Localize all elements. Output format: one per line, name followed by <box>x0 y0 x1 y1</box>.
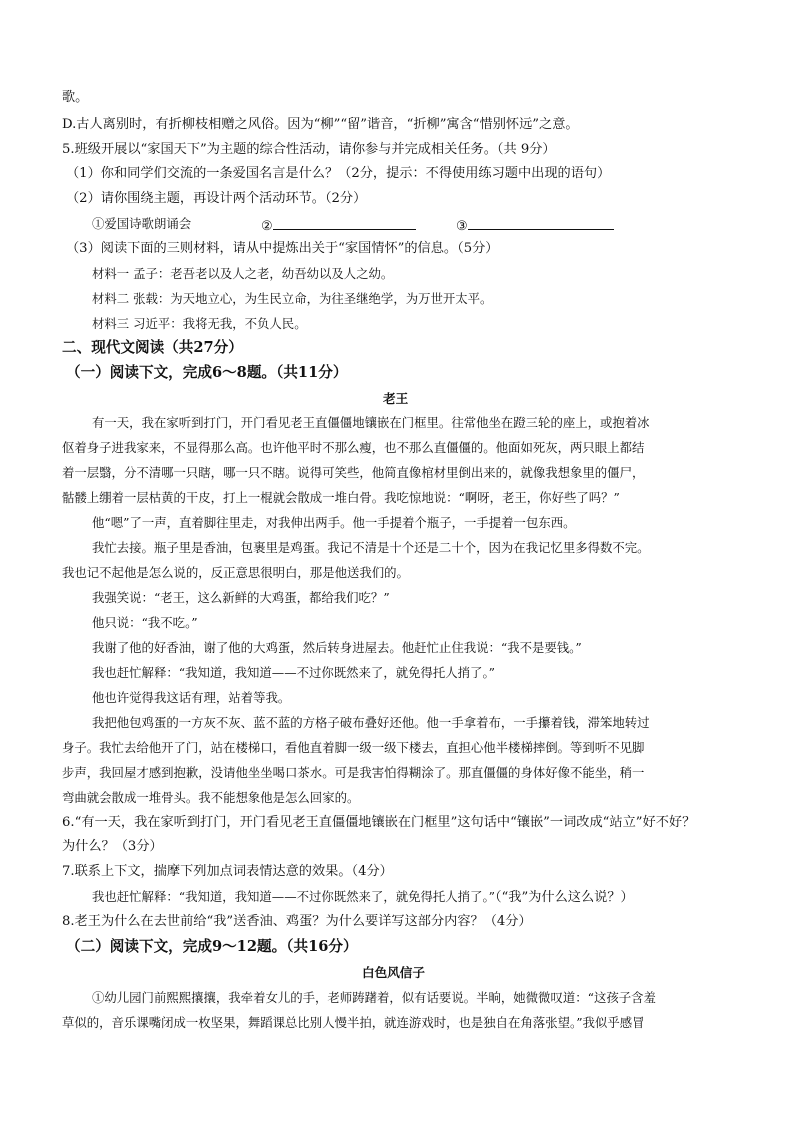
answer-blank[interactable] <box>273 215 416 230</box>
question-6-cont: 为什么？（3分） <box>62 839 163 854</box>
paragraph-line: 他只说：“我不吃。” <box>92 615 198 630</box>
paragraph-line: 他也许觉得我这话有理，站着等我。 <box>92 690 291 705</box>
question-7-quote <box>92 888 634 907</box>
section-heading: 二、现代文阅读（共27分） <box>62 339 243 356</box>
question-5: 5.班级开展以“家国天下”为主题的综合性活动，请你参与并完成相关任务。（共 9分） <box>62 142 556 157</box>
question-7-prompt: （“我”为什么这么说？） <box>494 890 634 905</box>
question-5-3: （3）阅读下面的三则材料，请从中提炼出关于“家国情怀”的信息。（5分） <box>66 241 499 256</box>
paragraph-line: 有一天，我在家听到打门，开门看见老王直僵僵地镶嵌在门框里。往常他坐在蹬三轮的座上，或抱着冰 <box>92 415 650 430</box>
paragraph-line: 我忙去接。瓶子里是香油，包裹里是鸡蛋。我记不清是十个还是二十个，因为在我记忆里多得数不完。 <box>92 540 650 555</box>
paragraph-line: 我谢了他的好香油，谢了他的大鸡蛋，然后转身进屋去。他赶忙止住我说：“我不是要钱。” <box>92 640 582 655</box>
paragraph-line: 我也记不起他是怎么说的，反正意思很明白，那是他送我们的。 <box>62 565 409 580</box>
question-8: 8.老王为什么在去世前给“我”送香油、鸡蛋？为什么要详写这部分内容？（4分） <box>62 914 532 929</box>
paragraph-line: 步声，我回屋才感到抱歉，没请他坐坐喝口茶水。可是我害怕得糊涂了。那直僵僵的身体好像不能坐，稍一 <box>62 765 645 780</box>
activity-item-2-marker: ② <box>261 219 273 234</box>
paragraph-line: 骷髅上绷着一层枯黄的干皮，打上一棍就会散成一堆白骨。我吃惊地说：“啊呀，老王，你好些了吗？” <box>62 490 620 505</box>
material-3: 材料三 习近平：我将无我，不负人民。 <box>92 316 307 331</box>
activity-item-3[interactable] <box>456 215 614 236</box>
subsection-heading: （一）阅读下文，完成6～8题。（共11分） <box>66 364 348 381</box>
paragraph-line: 伛着身子进我家来，不显得那么高。也许他平时不那么瘦，也不那么直僵僵的。他面如死灰，两只眼上都结 <box>62 440 645 455</box>
article-title: 老王 <box>383 391 409 406</box>
question-5-1: （1）你和同学们交流的一条爱国名言是什么？（2分，提示：不得使用练习题中出现的语句） <box>66 166 611 181</box>
question-6: 6.“有一天，我在家听到打门，开门看见老王直僵僵地镶嵌在门框里”这句话中“镶嵌”一词改成“站立”好不好？ <box>62 815 696 830</box>
paragraph-line: 他“嗯”了一声，直着脚往里走，对我伸出两手。他一手提着个瓶子，一手提着一包东西。 <box>92 515 576 530</box>
paragraph-line: 着一层翳，分不清哪一只瞎，哪一只不瞎。说得可笑些，他简直像棺材里倒出来的，就像我想象里的僵尸， <box>62 465 645 480</box>
paragraph-line: ①幼儿园门前熙熙攘攘，我牵着女儿的手，老师踌躇着，似有话要说。半晌，她微微叹道：“这孩子含羞 <box>92 990 656 1005</box>
question-7: 7.联系上下文，揣摩下列加点词表情达意的效果。（4分） <box>62 864 393 879</box>
material-2: 材料二 张载：为天地立心，为生民立命，为往圣继绝学，为万世开太平。 <box>92 291 493 306</box>
text-line: 歌。 <box>62 90 89 105</box>
material-1: 材料一 孟子：老吾老以及人之老，幼吾幼以及人之幼。 <box>92 266 394 281</box>
activity-item-2[interactable] <box>261 215 416 236</box>
option-d: D.古人离别时，有折柳枝相赠之风俗。因为“柳”“留”谐音，“折柳”寓含“惜别怀远”之意。 <box>62 117 579 132</box>
paragraph-line: 草似的，音乐课嘴闭成一枚坚果，舞蹈课总比别人慢半拍，就连游戏时，也是独自在角落张望。”我似乎感冒 <box>62 1015 645 1030</box>
paragraph-line: 身子。我忙去给他开了门，站在楼梯口，看他直着脚一级一级下楼去，直担心他半楼梯摔倒。等到听不见脚 <box>62 740 645 755</box>
activity-item-3-marker: ③ <box>456 219 468 234</box>
article-title: 白色风信子 <box>362 965 425 980</box>
answer-blank[interactable] <box>468 215 614 230</box>
paragraph-line: 弯曲就会散成一堆骨头。我不能想象他是怎么回家的。 <box>62 790 360 805</box>
activity-item-1: ①爱国诗歌朗诵会 <box>92 216 192 231</box>
paragraph-line: 我也赶忙解释：“我知道，我知道——不过你既然来了，就免得托人捎了。” <box>92 665 495 680</box>
paragraph-line: 我把他包鸡蛋的一方灰不灰、蓝不蓝的方格子破布叠好还他。他一手拿着布，一手攥着钱，滞笨地转过 <box>92 715 650 730</box>
paragraph-line: 我强笑说：“老王，这么新鲜的大鸡蛋，都给我们吃？” <box>92 590 390 605</box>
subsection-heading: （二）阅读下文，完成9～12题。（共16分） <box>66 938 358 955</box>
question-5-2: （2）请你围绕主题，再设计两个活动环节。（2分） <box>66 191 367 206</box>
quoted-sentence: 我也赶忙解释：“我知道，我知道——不过你既然来了，就免得托人捎了。” <box>92 889 495 904</box>
